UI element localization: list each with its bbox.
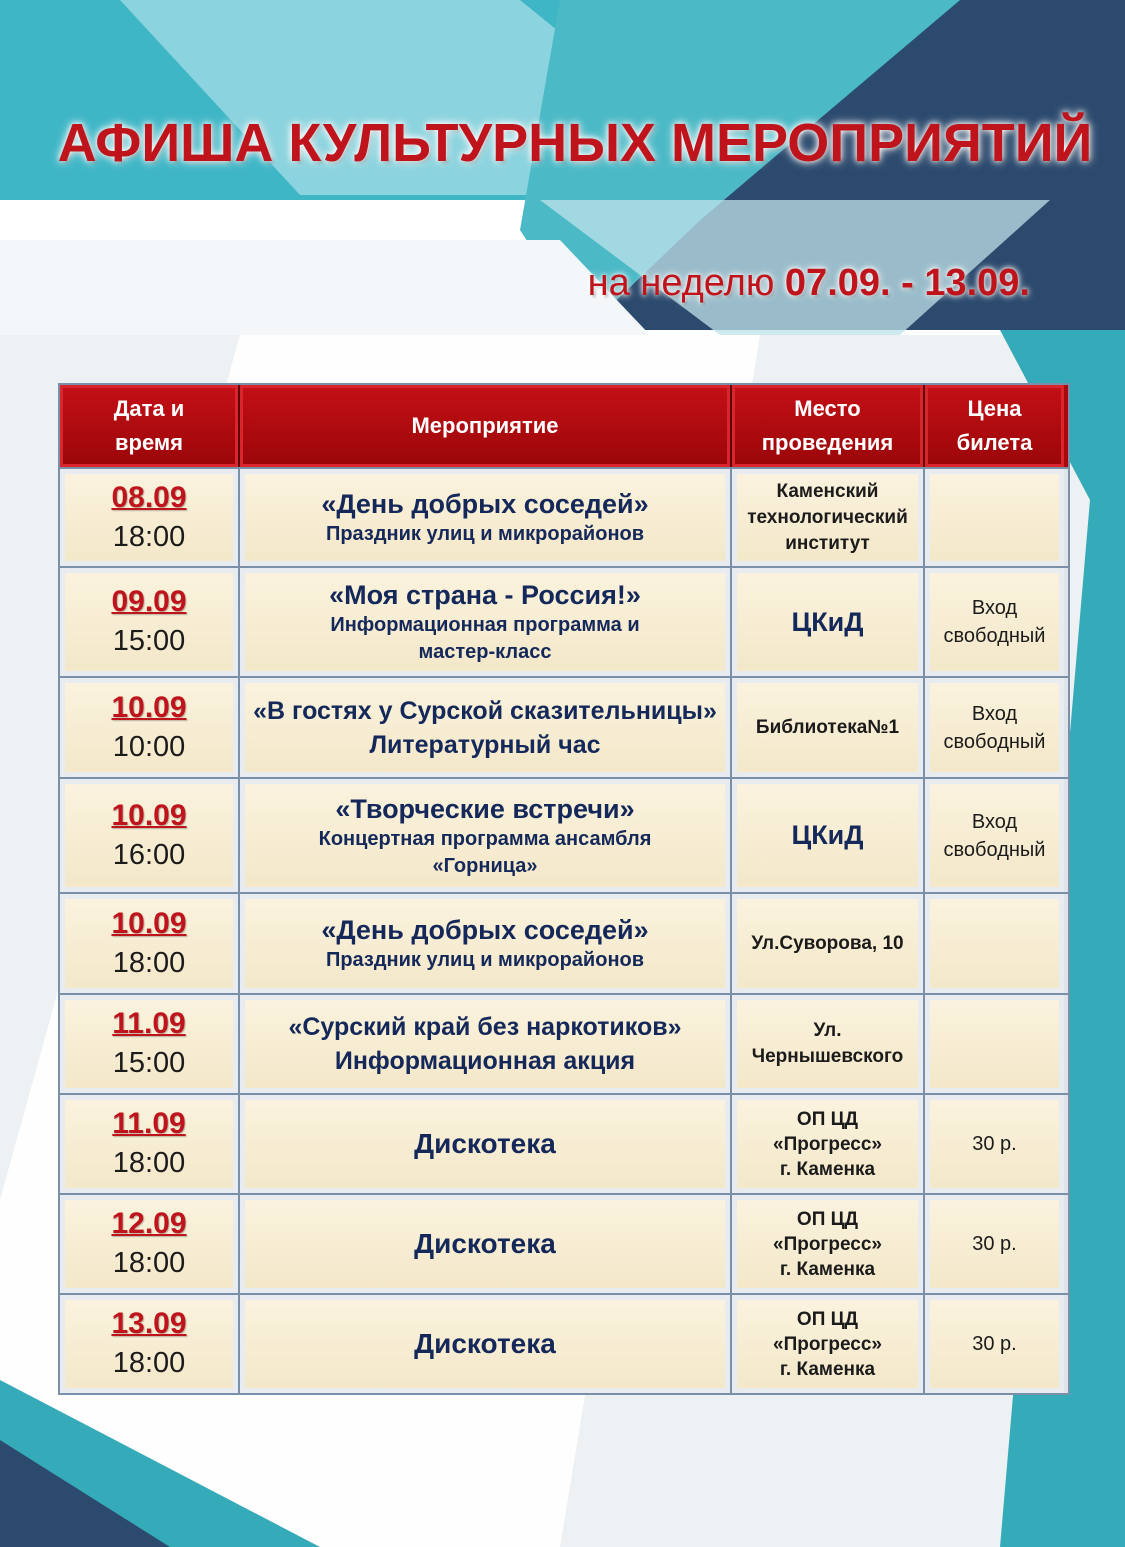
date-time-cell — [60, 568, 240, 676]
venue-cell — [732, 469, 925, 566]
price-cell — [925, 1095, 1064, 1193]
venue-cell — [732, 1095, 925, 1193]
header-label-line: билета — [956, 430, 1033, 455]
venue-line: г. Каменка — [779, 1358, 876, 1380]
price-cell — [925, 894, 1064, 993]
date-time-cell — [60, 894, 240, 993]
venue-line: «Прогресс» — [773, 1333, 882, 1355]
date-time-cell — [60, 995, 240, 1093]
price-line: Вход — [971, 702, 1018, 725]
venue-line: ОП ЦД — [796, 1108, 859, 1130]
venue-cell — [732, 894, 925, 993]
event-subtitle: Литературный час — [369, 730, 601, 759]
event-date: 11.09 — [112, 1007, 186, 1040]
venue-cell — [732, 995, 925, 1093]
header-label-line: Место — [794, 396, 861, 421]
header-ticket-price — [925, 385, 1064, 467]
header-label-line: время — [114, 430, 184, 455]
event-title: «День добрых соседей» — [321, 489, 649, 519]
table-row — [60, 469, 1068, 568]
table-row — [60, 894, 1068, 995]
week-subtitle-prefix: на неделю — [587, 262, 785, 304]
venue-line: Ул. — [813, 1020, 842, 1041]
price-line: 30 р. — [972, 1133, 1017, 1155]
price-line: 30 р. — [972, 1233, 1017, 1255]
price-cell — [925, 995, 1064, 1093]
table-row — [60, 995, 1068, 1095]
venue-line: ОП ЦД — [796, 1308, 859, 1330]
header-date-time — [60, 385, 240, 467]
event-cell — [240, 568, 732, 676]
poster-title: АФИША КУЛЬТУРНЫХ МЕРОПРИЯТИЙ — [57, 113, 1093, 173]
price-line: Вход — [971, 597, 1018, 619]
event-cell — [240, 995, 732, 1093]
event-subtitle: «Горница» — [432, 854, 538, 877]
venue-line: «Прогресс» — [773, 1133, 882, 1155]
event-title: «Творческие встречи» — [335, 793, 635, 824]
venue-line: ЦКиД — [791, 606, 864, 637]
table-row — [60, 1095, 1068, 1195]
header-event — [240, 385, 732, 467]
event-title: «Моя страна - Россия!» — [329, 580, 641, 610]
event-title: «Сурский край без наркотиков» — [288, 1013, 682, 1041]
table-header-row — [60, 385, 1068, 469]
event-subtitle: Концертная программа ансамбля — [318, 827, 652, 850]
date-time-cell — [60, 678, 240, 777]
event-date: 11.09 — [112, 1107, 186, 1140]
table-row — [60, 1195, 1068, 1295]
event-time: 18:00 — [112, 946, 186, 979]
event-date: 10.09 — [111, 798, 187, 832]
event-date: 10.09 — [111, 906, 187, 940]
event-subtitle: мастер-класс — [418, 641, 552, 663]
price-line: 30 р. — [972, 1333, 1017, 1355]
header-label-line: Дата и — [113, 396, 185, 421]
event-time: 18:00 — [112, 1247, 186, 1279]
event-time: 15:00 — [112, 625, 186, 657]
event-time: 16:00 — [112, 838, 186, 871]
price-cell — [925, 1195, 1064, 1293]
event-date: 08.09 — [111, 480, 187, 514]
price-line: свободный — [943, 730, 1046, 753]
event-cell — [240, 1195, 732, 1293]
price-cell — [925, 779, 1064, 892]
price-cell — [925, 1295, 1064, 1393]
price-line: Вход — [971, 810, 1018, 833]
event-cell — [240, 1095, 732, 1193]
date-time-cell — [60, 779, 240, 892]
event-time: 18:00 — [112, 1347, 186, 1379]
venue-line: ОП ЦД — [796, 1208, 859, 1230]
date-time-cell — [60, 1195, 240, 1293]
event-subtitle: Праздник улиц и микрорайонов — [325, 523, 645, 545]
event-title: «В гостях у Сурской сказительницы» — [253, 696, 717, 725]
header-label-line: Цена — [967, 396, 1022, 421]
event-cell — [240, 1295, 732, 1393]
table-row — [60, 779, 1068, 894]
price-cell — [925, 469, 1064, 566]
table-row — [60, 568, 1068, 678]
venue-cell — [732, 1295, 925, 1393]
venue-line: институт — [785, 532, 870, 554]
event-cell — [240, 469, 732, 566]
price-line: свободный — [943, 838, 1046, 861]
header-label-line: проведения — [761, 430, 894, 455]
venue-cell — [732, 779, 925, 892]
venue-line: Ул.Суворова, 10 — [751, 932, 904, 954]
header-label-line: Мероприятие — [411, 413, 559, 438]
event-date: 12.09 — [111, 1207, 187, 1240]
price-line: свободный — [943, 625, 1046, 647]
venue-line: технологический — [747, 506, 908, 528]
event-time: 18:00 — [112, 520, 186, 553]
events-table — [58, 383, 1070, 1395]
table-row — [60, 1295, 1068, 1393]
venue-line: Библиотека№1 — [755, 716, 900, 738]
date-time-cell — [60, 469, 240, 566]
venue-line: г. Каменка — [779, 1158, 876, 1180]
venue-cell — [732, 568, 925, 676]
event-time: 18:00 — [112, 1147, 186, 1179]
venue-cell — [732, 678, 925, 777]
venue-line: ЦКиД — [791, 820, 864, 850]
week-subtitle-dates: 07.09. - 13.09. — [784, 262, 1030, 304]
event-subtitle: Информационная программа и — [330, 614, 640, 636]
bg-light-grey-panel — [0, 240, 650, 335]
price-cell — [925, 678, 1064, 777]
event-date: 10.09 — [111, 690, 187, 724]
event-subtitle: Праздник улиц и микрорайонов — [325, 949, 645, 971]
week-subtitle — [588, 262, 1030, 305]
event-title: Дискотека — [414, 1128, 556, 1159]
event-time: 10:00 — [112, 730, 186, 763]
date-time-cell — [60, 1295, 240, 1393]
event-cell — [240, 779, 732, 892]
event-date: 09.09 — [111, 585, 187, 618]
venue-line: Чернышевского — [751, 1046, 904, 1067]
venue-cell — [732, 1195, 925, 1293]
event-title: Дискотека — [414, 1228, 556, 1259]
event-subtitle: Информационная акция — [334, 1047, 636, 1075]
date-time-cell — [60, 1095, 240, 1193]
event-time: 15:00 — [112, 1047, 186, 1079]
event-cell — [240, 894, 732, 993]
venue-line: «Прогресс» — [773, 1233, 882, 1255]
event-title: Дискотека — [414, 1328, 556, 1359]
event-cell — [240, 678, 732, 777]
venue-line: Каменский — [776, 480, 879, 502]
table-row — [60, 678, 1068, 779]
price-cell — [925, 568, 1064, 676]
venue-line: г. Каменка — [779, 1258, 876, 1280]
event-title: «День добрых соседей» — [321, 915, 649, 945]
header-venue — [732, 385, 925, 467]
event-date: 13.09 — [111, 1307, 187, 1340]
